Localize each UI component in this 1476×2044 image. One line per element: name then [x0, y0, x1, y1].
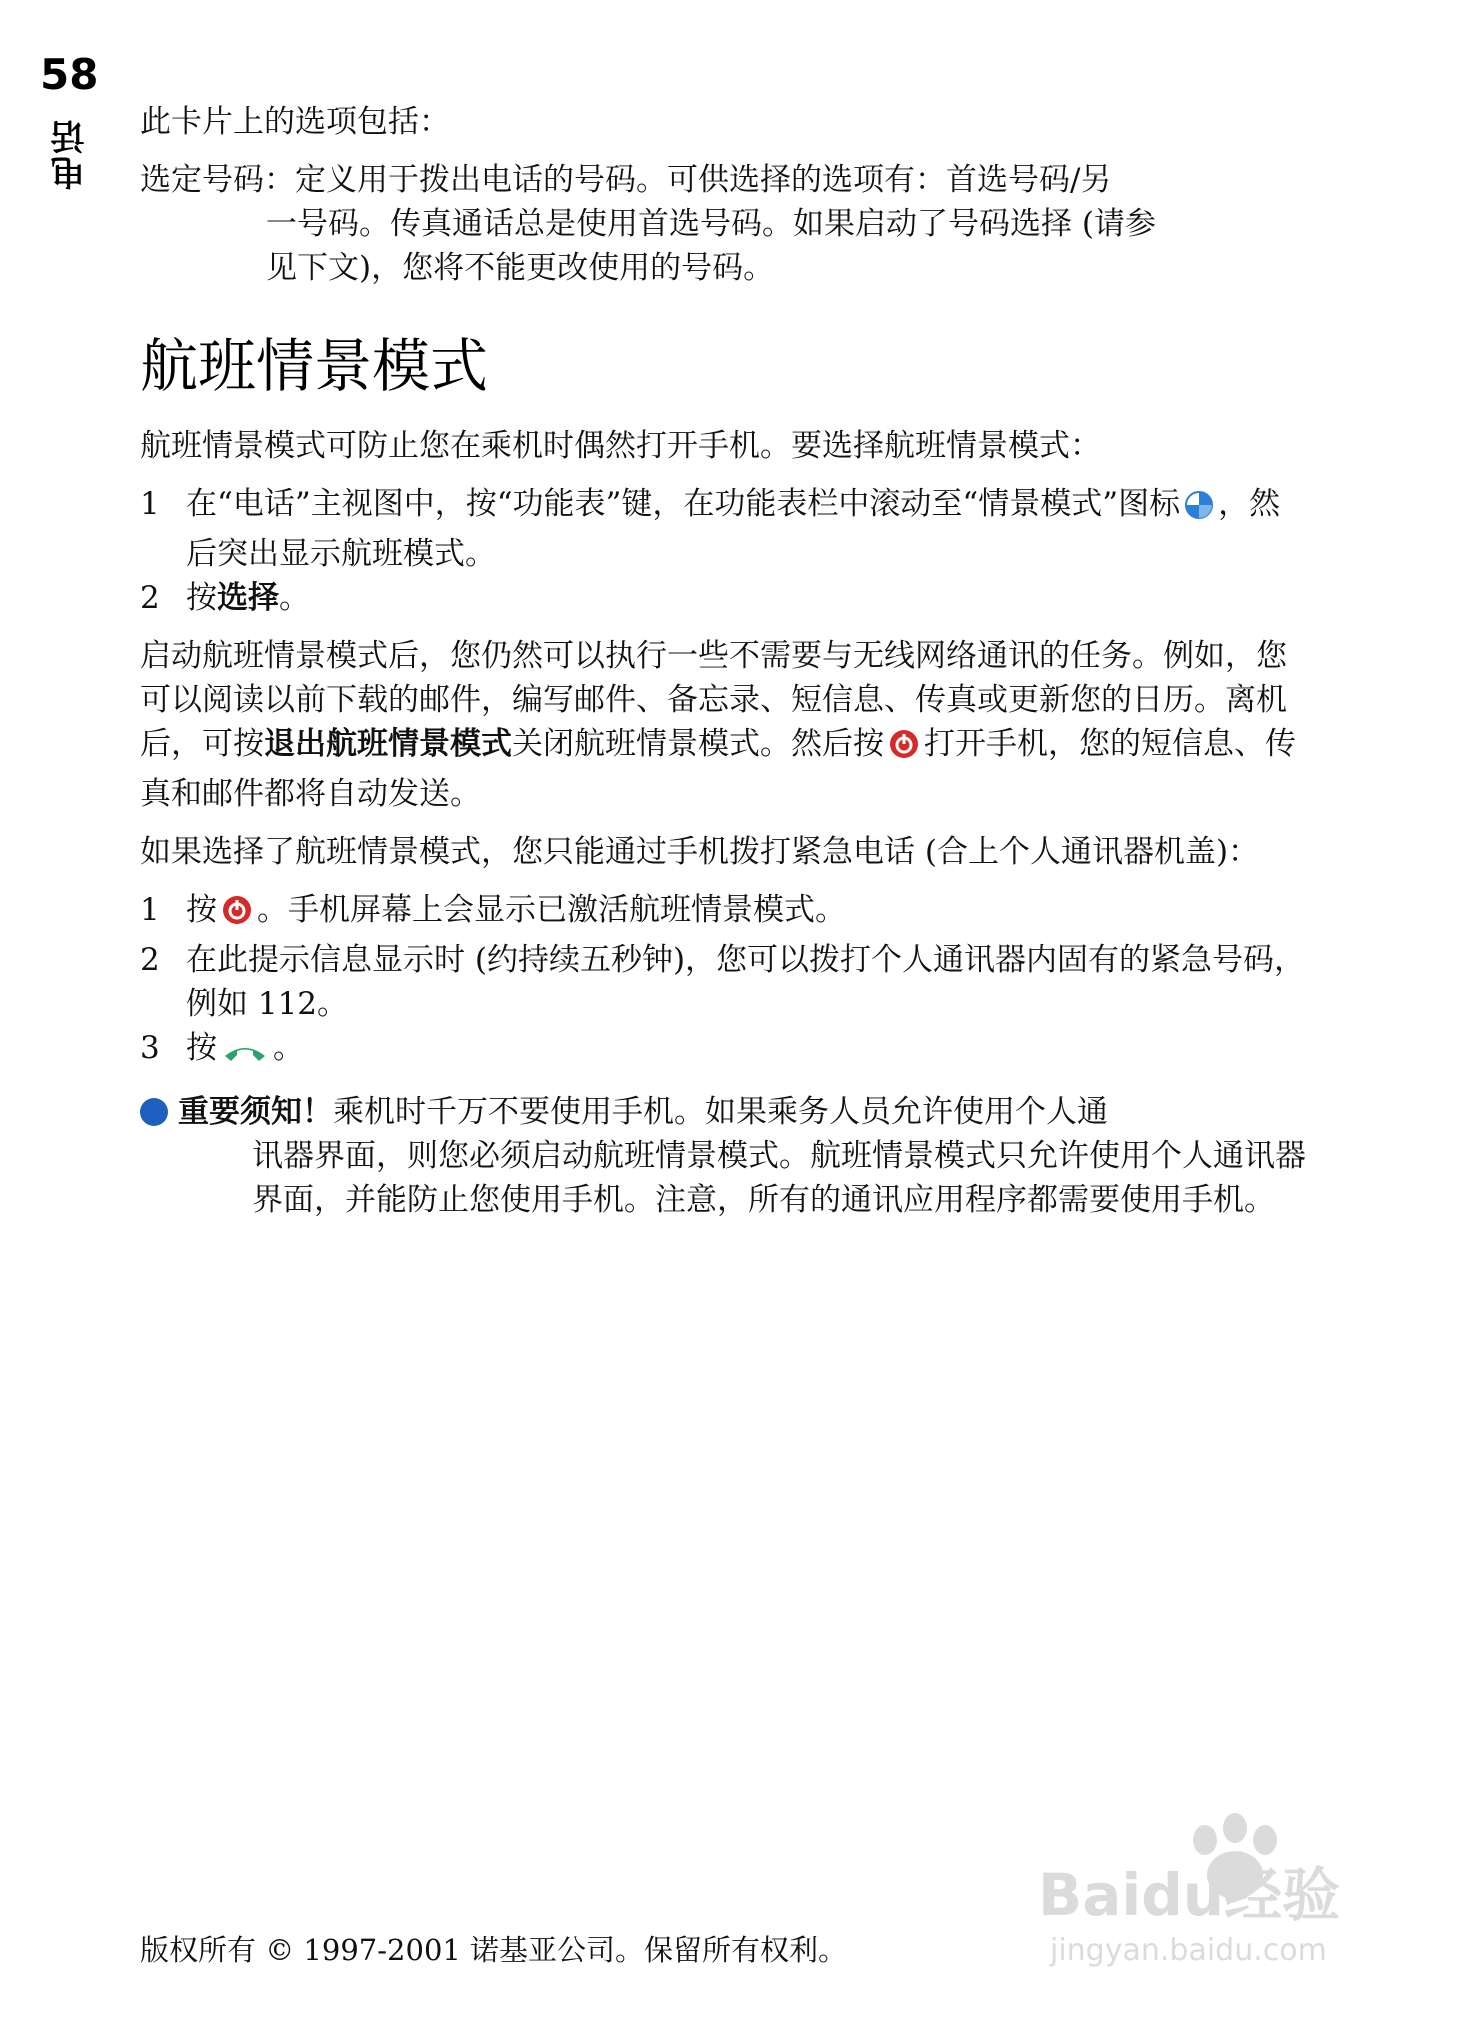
note-first-line-text	[178, 1090, 1310, 1134]
step-text	[186, 576, 1310, 620]
definition-line-2: 一号码。传真通话总是使用首选号码。如果启动了号码选择 (请参	[266, 206, 1156, 242]
definition-block	[140, 158, 1310, 290]
page-content	[140, 100, 1310, 1222]
profiles-quadrant-icon	[1184, 488, 1214, 532]
note-bullet-icon	[140, 1098, 168, 1126]
list-item	[140, 938, 1310, 1026]
step-text-part: 按	[186, 892, 217, 928]
call-key-icon	[221, 1032, 269, 1076]
steps-select-flight-profile	[140, 482, 1310, 620]
list-item	[140, 576, 1310, 620]
select-key-label: 选择	[217, 580, 279, 616]
step-text	[186, 888, 1310, 938]
step-text-part: 。	[279, 580, 310, 616]
step-text-part: 。手机屏幕上会显示已激活航班情景模式。	[257, 892, 846, 928]
step-text-part: 在“电话”主视图中，按“功能表”键，在功能表栏中滚动至“情景模式”图标	[186, 486, 1181, 522]
step-number: 2	[140, 580, 160, 616]
step-number: 1	[140, 892, 160, 928]
paragraph-text-part: 打开手机，您的短信息、传真和邮件都将自动发送。	[140, 726, 1296, 812]
copyright-footer: 版权所有 © 1997-2001 诺基亚公司。保留所有权利。	[140, 1933, 848, 1967]
exit-flight-profile-label: 退出航班情景模式	[264, 726, 512, 762]
watermark-brand: Baidu经验	[1038, 1861, 1341, 1929]
page-number: 58	[40, 50, 99, 99]
list-item	[140, 1026, 1310, 1076]
paragraph-3: 如果选择了航班情景模式，您只能通过手机拨打紧急电话 (合上个人通讯器机盖)：	[140, 834, 1260, 870]
paragraph-1: 航班情景模式可防止您在乘机时偶然打开手机。要选择航班情景模式：	[140, 428, 1101, 464]
definition-term: 选定号码：	[140, 162, 295, 198]
step-text	[186, 482, 1310, 576]
step-number: 3	[140, 1030, 160, 1066]
step-text-part: ，然后突出显示航班模式。	[186, 486, 1281, 572]
step-text-part: 。	[273, 1030, 304, 1066]
paragraph-text-part: 关闭航班情景模式。然后按	[512, 726, 884, 762]
intro-text: 此卡片上的选项包括：	[140, 104, 450, 140]
step-text: 在此提示信息显示时 (约持续五秒钟)，您可以拨打个人通讯器内固有的紧急号码，例如 112。	[186, 942, 1306, 1022]
power-key-icon	[888, 728, 920, 772]
step-text	[186, 1026, 1310, 1076]
step-text-part: 按	[186, 580, 217, 616]
list-item	[140, 482, 1310, 576]
note-title: 重要须知！	[178, 1094, 333, 1130]
paragraph-text-part: 启动航班情景模式后，您仍然可以执行一些不需要与无线网络通讯的任务。例如，您可以阅读以前下载的邮件，编写邮件、备忘录、短信息、传真或更新您的日历。离机后，可按	[140, 638, 1287, 762]
note-rest: 讯器界面，则您必须启动航班情景模式。航班情景模式只允许使用个人通讯器界面，并能防止您使用手机。注意，所有的通讯应用程序都需要使用手机。	[252, 1138, 1306, 1218]
definition-line-1: 定义用于拨出电话的号码。可供选择的选项有：首选号码/另	[295, 162, 1112, 198]
baidu-jingyan-watermark	[1030, 1800, 1410, 1970]
step-number: 2	[140, 942, 160, 978]
section-side-label: 电话	[51, 118, 91, 190]
step-number: 1	[140, 486, 160, 522]
note-first-line	[140, 1090, 1310, 1134]
step-text-part: 按	[186, 1030, 217, 1066]
paragraph-2	[140, 634, 1310, 816]
steps-emergency-call	[140, 888, 1310, 1076]
power-key-icon	[221, 894, 253, 938]
definition-line-3: 见下文)，您将不能更改使用的号码。	[266, 250, 775, 286]
important-note	[140, 1090, 1310, 1222]
list-item	[140, 888, 1310, 938]
section-heading: 航班情景模式	[140, 332, 489, 400]
note-line-1: 乘机时千万不要使用手机。如果乘务人员允许使用个人通	[333, 1094, 1108, 1130]
definition-first-line	[140, 158, 1310, 202]
watermark-url: jingyan.baidu.com	[1050, 1933, 1327, 1968]
